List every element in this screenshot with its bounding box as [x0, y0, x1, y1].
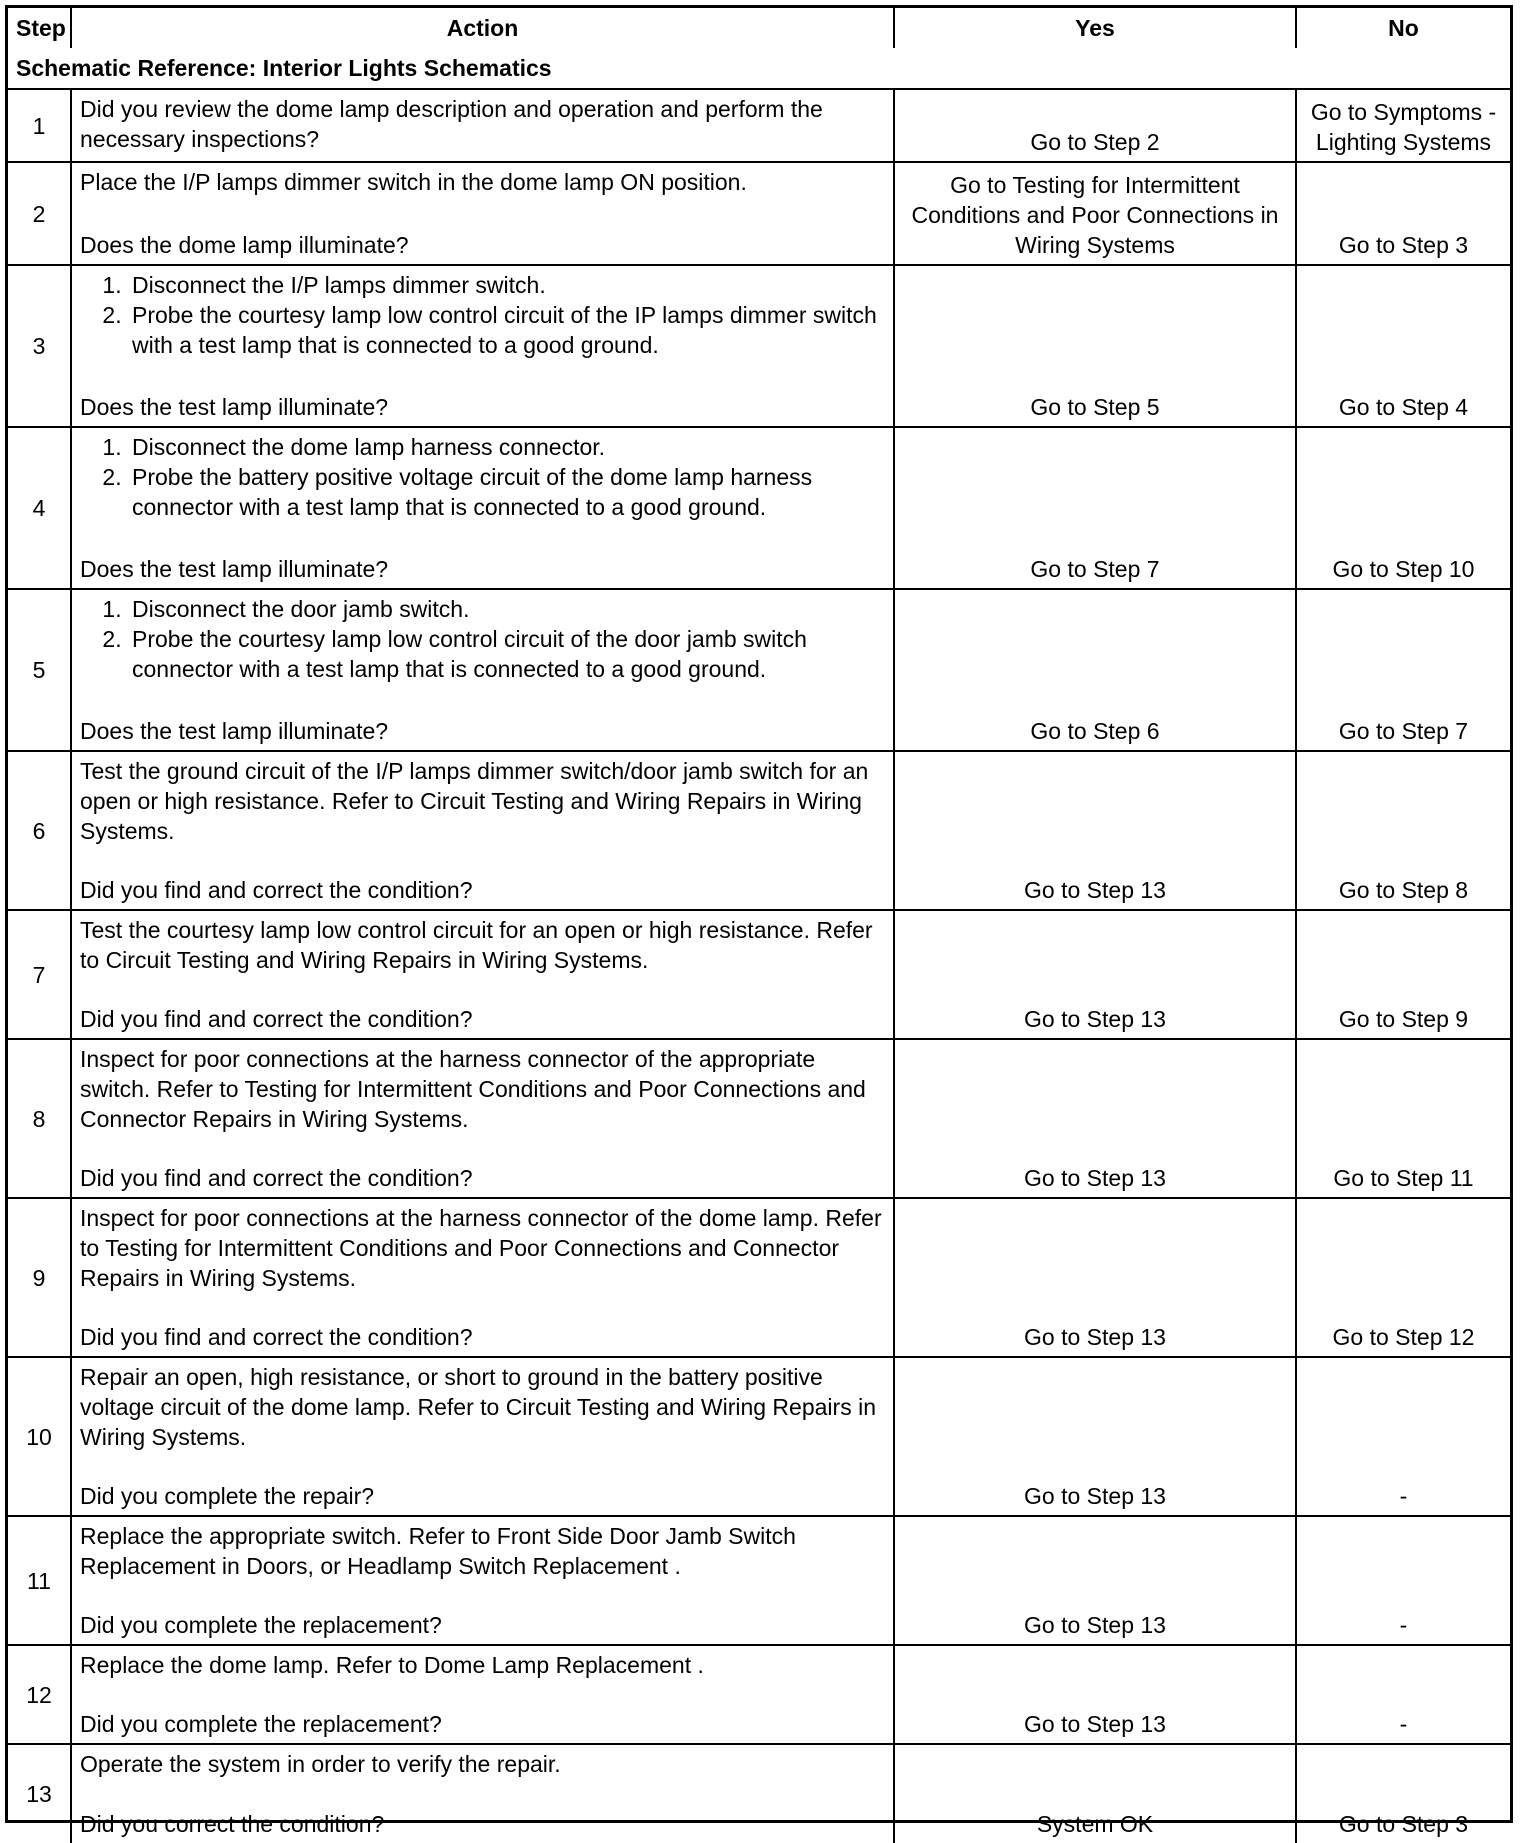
yes-outcome: Go to Step 13: [894, 1516, 1296, 1645]
table-row: [8, 1516, 1510, 1645]
action-step-item: 2. Probe the battery positive voltage circuit of the dome lamp harness connector with a test lamp that is connected to a good ground.: [128, 462, 885, 522]
step-number: 12: [8, 1645, 71, 1744]
action-cell: [71, 89, 894, 162]
action-step-item: 1. Disconnect the dome lamp harness connector.: [128, 432, 885, 462]
no-outcome: Go to Step 10: [1296, 427, 1510, 589]
header-no: No: [1296, 8, 1510, 48]
step-number: 9: [8, 1198, 71, 1357]
action-cell: [71, 265, 894, 427]
schematic-reference-row: [8, 48, 1510, 89]
no-outcome: Go to Symptoms - Lighting Systems: [1296, 89, 1510, 162]
table-row: [8, 162, 1510, 265]
header-yes: Yes: [894, 8, 1296, 48]
yes-outcome: Go to Step 13: [894, 1357, 1296, 1516]
no-outcome: Go to Step 3: [1296, 162, 1510, 265]
action-steps-list: [80, 270, 885, 360]
diagnostic-table-frame: [5, 5, 1513, 1837]
table-row: [8, 1744, 1510, 1843]
no-outcome: -: [1296, 1516, 1510, 1645]
step-number: 3: [8, 265, 71, 427]
table-row: [8, 427, 1510, 589]
yes-outcome: Go to Step 2: [894, 89, 1296, 162]
action-text: Repair an open, high resistance, or short to ground in the battery positive voltage circuit of the dome lamp. Refer to Circuit Testing and Wiring Repairs in Wiring Systems.: [80, 1364, 876, 1450]
action-cell: [71, 427, 894, 589]
action-question: Did you complete the repair?: [80, 1483, 375, 1509]
action-cell: [71, 1516, 894, 1645]
step-number: 6: [8, 751, 71, 910]
action-question: Did you complete the replacement?: [80, 1711, 442, 1737]
action-question: Did you find and correct the condition?: [80, 1165, 473, 1191]
action-text: Replace the dome lamp. Refer to Dome Lamp Replacement .: [80, 1652, 704, 1678]
action-steps-list: [80, 432, 885, 522]
no-outcome: Go to Step 9: [1296, 910, 1510, 1039]
action-question: Does the test lamp illuminate?: [80, 556, 389, 582]
action-text: Place the I/P lamps dimmer switch in the dome lamp ON position.: [80, 169, 747, 195]
action-question: Did you find and correct the condition?: [80, 1006, 473, 1032]
header-row: [8, 8, 1510, 48]
header-step: Step: [8, 8, 71, 48]
header-action: Action: [71, 8, 894, 48]
schematic-reference: Schematic Reference: Interior Lights Schematics: [8, 48, 1510, 89]
action-text: Replace the appropriate switch. Refer to Front Side Door Jamb Switch Replacement in Doors, or Headlamp Switch Replacement .: [80, 1523, 796, 1579]
step-number: 1: [8, 89, 71, 162]
step-number: 11: [8, 1516, 71, 1645]
action-cell: [71, 1744, 894, 1843]
yes-outcome: Go to Step 13: [894, 1198, 1296, 1357]
action-cell: [71, 1198, 894, 1357]
yes-outcome: Go to Step 13: [894, 751, 1296, 910]
step-number: 8: [8, 1039, 71, 1198]
action-step-item: 1. Disconnect the I/P lamps dimmer switch.: [128, 270, 885, 300]
table-row: [8, 589, 1510, 751]
table-row: [8, 89, 1510, 162]
action-step-item: 2. Probe the courtesy lamp low control circuit of the door jamb switch connector with a test lamp that is connected to a good ground.: [128, 624, 885, 684]
no-outcome: Go to Step 12: [1296, 1198, 1510, 1357]
no-outcome: Go to Step 8: [1296, 751, 1510, 910]
action-question: Did you find and correct the condition?: [80, 1324, 473, 1350]
no-outcome: Go to Step 3: [1296, 1744, 1510, 1843]
action-question: Did you find and correct the condition?: [80, 877, 473, 903]
yes-outcome: System OK: [894, 1744, 1296, 1843]
yes-outcome: Go to Step 13: [894, 910, 1296, 1039]
yes-outcome: Go to Step 7: [894, 427, 1296, 589]
yes-outcome: Go to Step 13: [894, 1039, 1296, 1198]
action-question: Does the test lamp illuminate?: [80, 394, 389, 420]
action-question: Did you complete the replacement?: [80, 1612, 442, 1638]
action-steps-list: [80, 594, 885, 684]
action-text: Operate the system in order to verify the repair.: [80, 1751, 561, 1777]
action-question: Does the dome lamp illuminate?: [80, 232, 409, 258]
table-row: [8, 1198, 1510, 1357]
action-cell: [71, 751, 894, 910]
action-cell: [71, 589, 894, 751]
table-row: [8, 751, 1510, 910]
action-text: Test the ground circuit of the I/P lamps dimmer switch/door jamb switch for an open or high resistance. Refer to Circuit Testing and Wiring Repairs in Wiring Systems.: [80, 758, 869, 844]
step-number: 7: [8, 910, 71, 1039]
table-row: [8, 910, 1510, 1039]
action-cell: [71, 162, 894, 265]
yes-outcome: Go to Step 13: [894, 1645, 1296, 1744]
table-row: [8, 1357, 1510, 1516]
diagnostic-table: [8, 8, 1510, 1843]
action-step-item: 1. Disconnect the door jamb switch.: [128, 594, 885, 624]
action-cell: [71, 1645, 894, 1744]
step-number: 2: [8, 162, 71, 265]
step-number: 4: [8, 427, 71, 589]
no-outcome: Go to Step 7: [1296, 589, 1510, 751]
step-number: 13: [8, 1744, 71, 1843]
table-row: [8, 1039, 1510, 1198]
action-cell: [71, 910, 894, 1039]
action-text: Inspect for poor connections at the harness connector of the appropriate switch. Refer to Testing for Intermittent Conditions and Poor Connections and Connector Repairs in Wiring Systems.: [80, 1046, 866, 1132]
action-cell: [71, 1357, 894, 1516]
no-outcome: -: [1296, 1357, 1510, 1516]
action-cell: [71, 1039, 894, 1198]
yes-outcome: Go to Step 6: [894, 589, 1296, 751]
step-number: 5: [8, 589, 71, 751]
table-row: [8, 1645, 1510, 1744]
table-row: [8, 265, 1510, 427]
action-text: Inspect for poor connections at the harness connector of the dome lamp. Refer to Testing for Intermittent Conditions and Poor Connections and Connector Repairs in Wiring Systems.: [80, 1205, 882, 1291]
action-text: Test the courtesy lamp low control circuit for an open or high resistance. Refer to Circuit Testing and Wiring Repairs in Wiring Systems.: [80, 917, 873, 973]
no-outcome: Go to Step 4: [1296, 265, 1510, 427]
yes-outcome: Go to Step 5: [894, 265, 1296, 427]
yes-outcome: Go to Testing for Intermittent Conditions and Poor Connections in Wiring Systems: [894, 162, 1296, 265]
step-number: 10: [8, 1357, 71, 1516]
action-step-item: 2. Probe the courtesy lamp low control circuit of the IP lamps dimmer switch with a test lamp that is connected to a good ground.: [128, 300, 885, 360]
action-question: Did you correct the condition?: [80, 1811, 385, 1837]
no-outcome: -: [1296, 1645, 1510, 1744]
action-text: Did you review the dome lamp description and operation and perform the necessary inspections?: [80, 96, 823, 152]
no-outcome: Go to Step 11: [1296, 1039, 1510, 1198]
action-question: Does the test lamp illuminate?: [80, 718, 389, 744]
